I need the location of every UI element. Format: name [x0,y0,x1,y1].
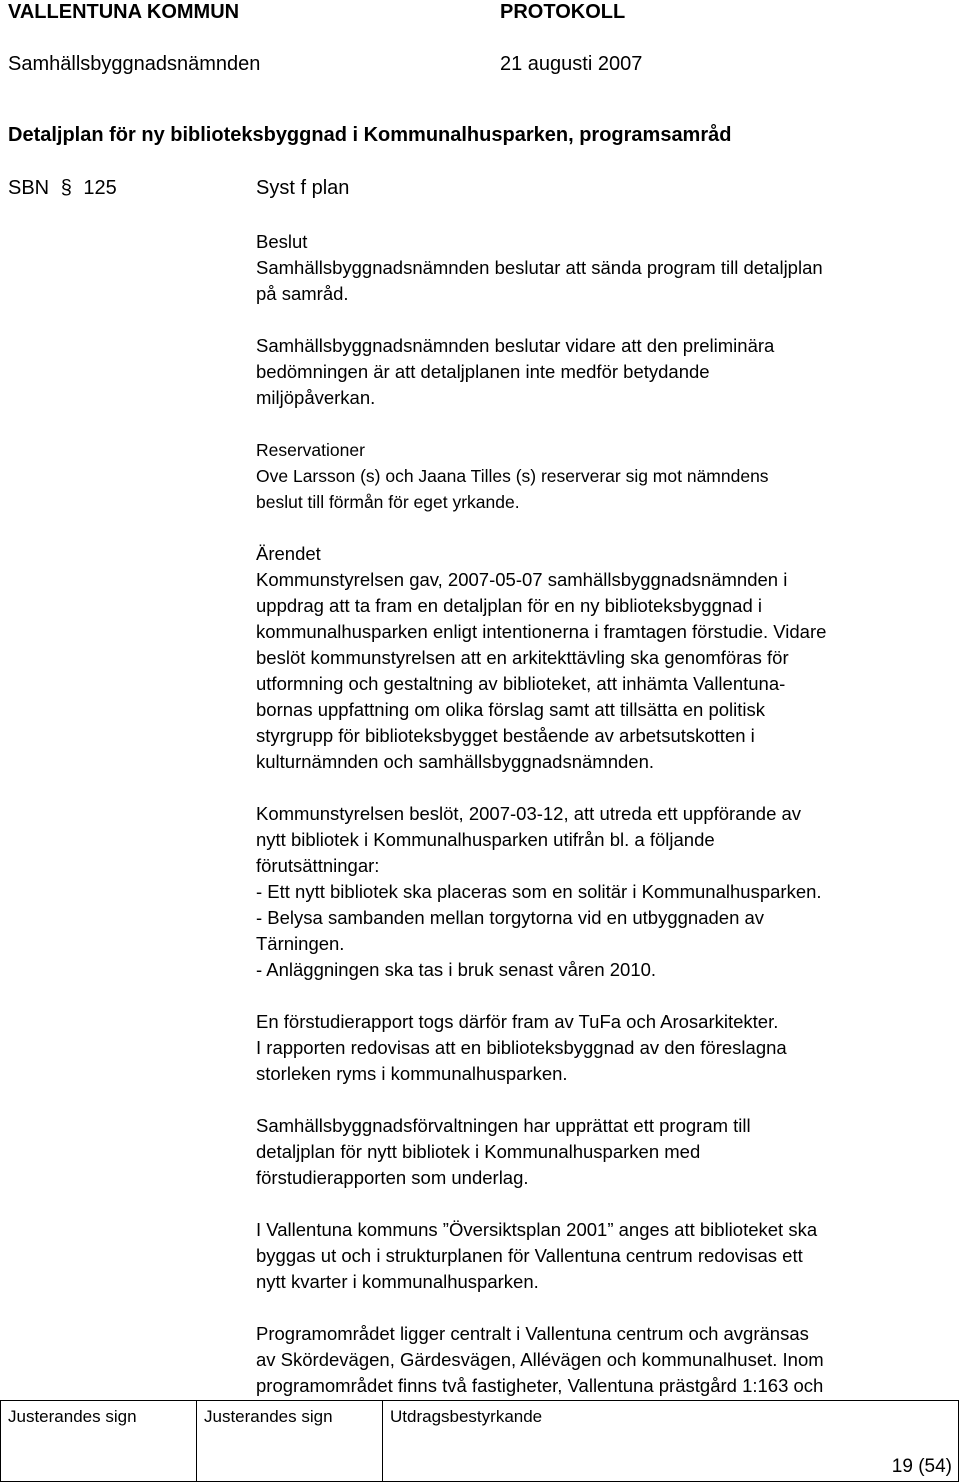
beslut-heading: Beslut [256,231,308,252]
arendet-paragraph-4: Samhällsbyggnadsförvaltningen har upprättat ett program till detaljplan för nytt bibliotek i Kommunalhusparken med förstudierapporten som underlag. [256,1115,751,1188]
arendet-heading: Ärendet [256,543,321,564]
section-arendet [256,541,956,1399]
case-paragraph-number: 125 [83,177,117,199]
signature-cell-1 [1,1401,197,1481]
arendet-paragraph-1: Kommunstyrelsen gav, 2007-05-07 samhällsbyggnadsnämnden i uppdrag att ta fram en detaljplan för en ny biblioteksbyggnad i kommunalhusparken enligt intentionerna i framtagen förstudie. Vidare beslöt kommunstyrelsen att en arkitekttävling ska genomföras för utformning och gestaltning av biblioteket, att inhämta Vallentuna- bornas uppfattning om olika förslag samt att tillsätta en politisk styrgrupp för biblioteksbygget bestående av arbetsutskotten i kulturnämnden och samhällsbyggnadsnämnden. [256,569,827,772]
beslut-paragraph-2: Samhällsbyggnadsnämnden beslutar vidare att den preliminära bedömningen är att detaljplanen inte medför betydande miljöpåverkan. [256,335,775,408]
beslut-paragraph-1: Samhällsbyggnadsnämnden beslutar att sända program till detaljplan på samråd. [256,257,823,304]
board-name: Samhällsbyggnadsnämnden [8,53,261,75]
document-type: PROTOKOLL [500,1,626,23]
reservationer-text: Ove Larsson (s) och Jaana Tilles (s) reserverar sig mot nämndens beslut till förmån för eget yrkande. [256,466,769,512]
arendet-paragraph-5: I Vallentuna kommuns ”Översiktsplan 2001” anges att biblioteket ska byggas ut och i strukturplanen för Vallentuna centrum redovisas ett nytt kvarter i kommunalhusparken. [256,1219,818,1292]
meeting-date: 21 augusti 2007 [500,53,643,75]
page-title: Detaljplan för ny biblioteksbyggnad i Kommunalhusparken, programsamråd [8,124,732,146]
arendet-paragraph-2: Kommunstyrelsen beslöt, 2007-03-12, att utreda ett uppförande av nytt bibliotek i Kommunalhusparken utifrån bl. a följande förutsättningar: - Ett nytt bibliotek ska placeras som en solitär i Kommunalhusparken. - Belysa sambanden mellan torgytorna vid en utbyggnaden av Tärningen. - Anläggningen ska tas i bruk senast våren 2010. [256,803,822,980]
signature-cell-2 [197,1401,383,1481]
arendet-paragraph-3: En förstudierapport togs därför fram av TuFa och Arosarkitekter. I rapporten redovisas att en biblioteksbyggnad av den föreslagna storleken ryms i kommunalhusparken. [256,1011,787,1084]
section-sign: § [60,177,72,199]
certification-cell [383,1401,959,1481]
section-beslut [256,229,956,411]
arendet-paragraph-6: Programområdet ligger centralt i Vallentuna centrum och avgränsas av Skördevägen, Gärdesvägen, Allévägen och kommunalhuset. Inom programområdet finns två fastigheter, Vallentuna prästgård 1:163 och [256,1323,824,1396]
reservationer-heading: Reservationer [256,440,365,460]
case-prefix: SBN [8,177,50,199]
case-number [8,176,117,200]
signature-label-2: Justerandes sign [204,1407,333,1426]
certification-label: Utdragsbestyrkande [390,1407,543,1426]
signature-label-1: Justerandes sign [8,1407,137,1426]
org-name: VALLENTUNA KOMMUN [8,1,240,23]
signature-table [0,1400,959,1482]
section-reservationer [256,437,956,515]
case-reference: Syst f plan [256,177,350,199]
page-number: 19 (54) [891,1456,952,1477]
